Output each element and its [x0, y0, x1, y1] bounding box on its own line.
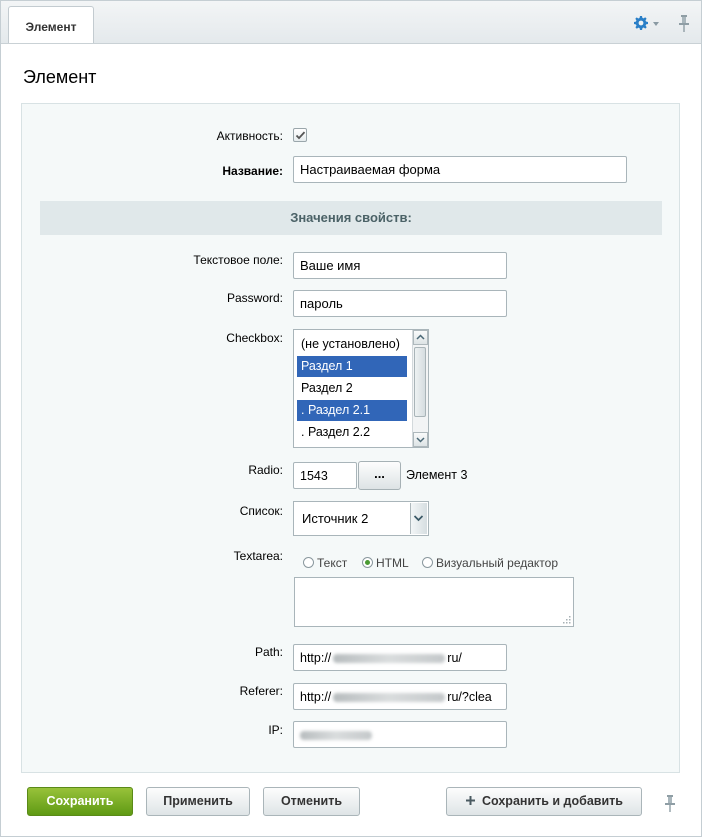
- list-item[interactable]: Раздел 1: [297, 356, 407, 377]
- save-and-add-button[interactable]: [446, 787, 642, 816]
- list-item[interactable]: (не установлено): [301, 337, 400, 351]
- chevron-down-icon: [414, 433, 427, 446]
- text-field-label: Текстовое поле:: [193, 253, 283, 267]
- radio-button[interactable]: [362, 557, 373, 568]
- radio-button[interactable]: [422, 557, 433, 568]
- page-title: Элемент: [23, 67, 97, 87]
- radio-mode-label: Визуальный редактор: [436, 556, 559, 570]
- tab-bar: [1, 1, 701, 44]
- chevron-down-icon: [411, 503, 426, 534]
- radio-element-name: Элемент 3: [406, 468, 468, 482]
- resize-grip-icon[interactable]: [563, 616, 571, 624]
- cancel-button[interactable]: Отменить: [263, 787, 360, 816]
- chevron-up-icon: [414, 331, 427, 344]
- radio-mode-label: Текст: [317, 556, 348, 570]
- list-item[interactable]: . Раздел 2.1: [297, 400, 407, 421]
- radio-mode-label: HTML: [376, 556, 409, 570]
- redacted-text: [333, 693, 445, 702]
- path-prefix: http://: [300, 651, 332, 665]
- radio-mode-text[interactable]: [303, 556, 347, 570]
- radio-mode-html[interactable]: [362, 556, 409, 570]
- radio-button[interactable]: [303, 557, 314, 568]
- radio-id-input[interactable]: 1543: [293, 462, 357, 489]
- plus-icon: [465, 795, 476, 806]
- ip-label: IP:: [268, 723, 283, 737]
- name-input[interactable]: Настраиваемая форма: [293, 156, 627, 183]
- radio-mode-visual[interactable]: [422, 556, 558, 570]
- referer-input[interactable]: [293, 683, 507, 710]
- textarea-label: Textarea:: [233, 549, 283, 563]
- list-item[interactable]: . Раздел 2.2: [301, 425, 371, 439]
- scroll-up-button[interactable]: [413, 330, 428, 345]
- referer-prefix: http://: [300, 690, 332, 704]
- properties-section-header: Значения свойств:: [40, 201, 662, 235]
- referer-label: Referer:: [239, 684, 283, 698]
- gear-icon[interactable]: [634, 16, 648, 30]
- list-label: Список:: [239, 504, 283, 518]
- save-and-add-label: Сохранить и добавить: [482, 794, 623, 808]
- path-input[interactable]: [293, 644, 507, 671]
- active-checkbox[interactable]: [293, 128, 307, 142]
- select-arrow[interactable]: [410, 503, 427, 534]
- tab-element[interactable]: Элемент: [8, 6, 94, 43]
- scrollbar[interactable]: [412, 330, 428, 447]
- password-label: Password:: [226, 291, 283, 305]
- list-item[interactable]: Раздел 2: [301, 381, 353, 395]
- path-label: Path:: [254, 645, 283, 659]
- list-selected-value: Источник 2: [302, 511, 369, 526]
- pin-icon[interactable]: [678, 15, 690, 33]
- scroll-thumb[interactable]: [414, 347, 426, 417]
- name-label: Название:: [222, 164, 283, 178]
- checkbox-label: Checkbox:: [226, 331, 283, 345]
- redacted-text: [300, 731, 372, 740]
- text-field-input[interactable]: Ваше имя: [293, 252, 507, 279]
- apply-button[interactable]: Применить: [146, 787, 250, 816]
- list-select[interactable]: [293, 501, 429, 536]
- browse-button[interactable]: ...: [358, 461, 401, 490]
- path-suffix: ru/: [447, 651, 462, 665]
- ip-input[interactable]: [293, 721, 507, 748]
- password-input[interactable]: пароль: [293, 290, 507, 317]
- checkmark-icon: [295, 130, 306, 141]
- pin-icon[interactable]: [664, 795, 676, 813]
- radio-label: Radio:: [248, 463, 283, 477]
- checkbox-multiselect[interactable]: [293, 329, 429, 448]
- scroll-down-button[interactable]: [413, 432, 428, 447]
- textarea-input[interactable]: [294, 577, 574, 627]
- redacted-text: [333, 654, 445, 663]
- save-button[interactable]: Сохранить: [27, 787, 133, 816]
- chevron-down-icon[interactable]: [653, 22, 659, 26]
- referer-suffix: ru/?clea: [447, 690, 492, 704]
- active-label: Активность:: [216, 129, 283, 143]
